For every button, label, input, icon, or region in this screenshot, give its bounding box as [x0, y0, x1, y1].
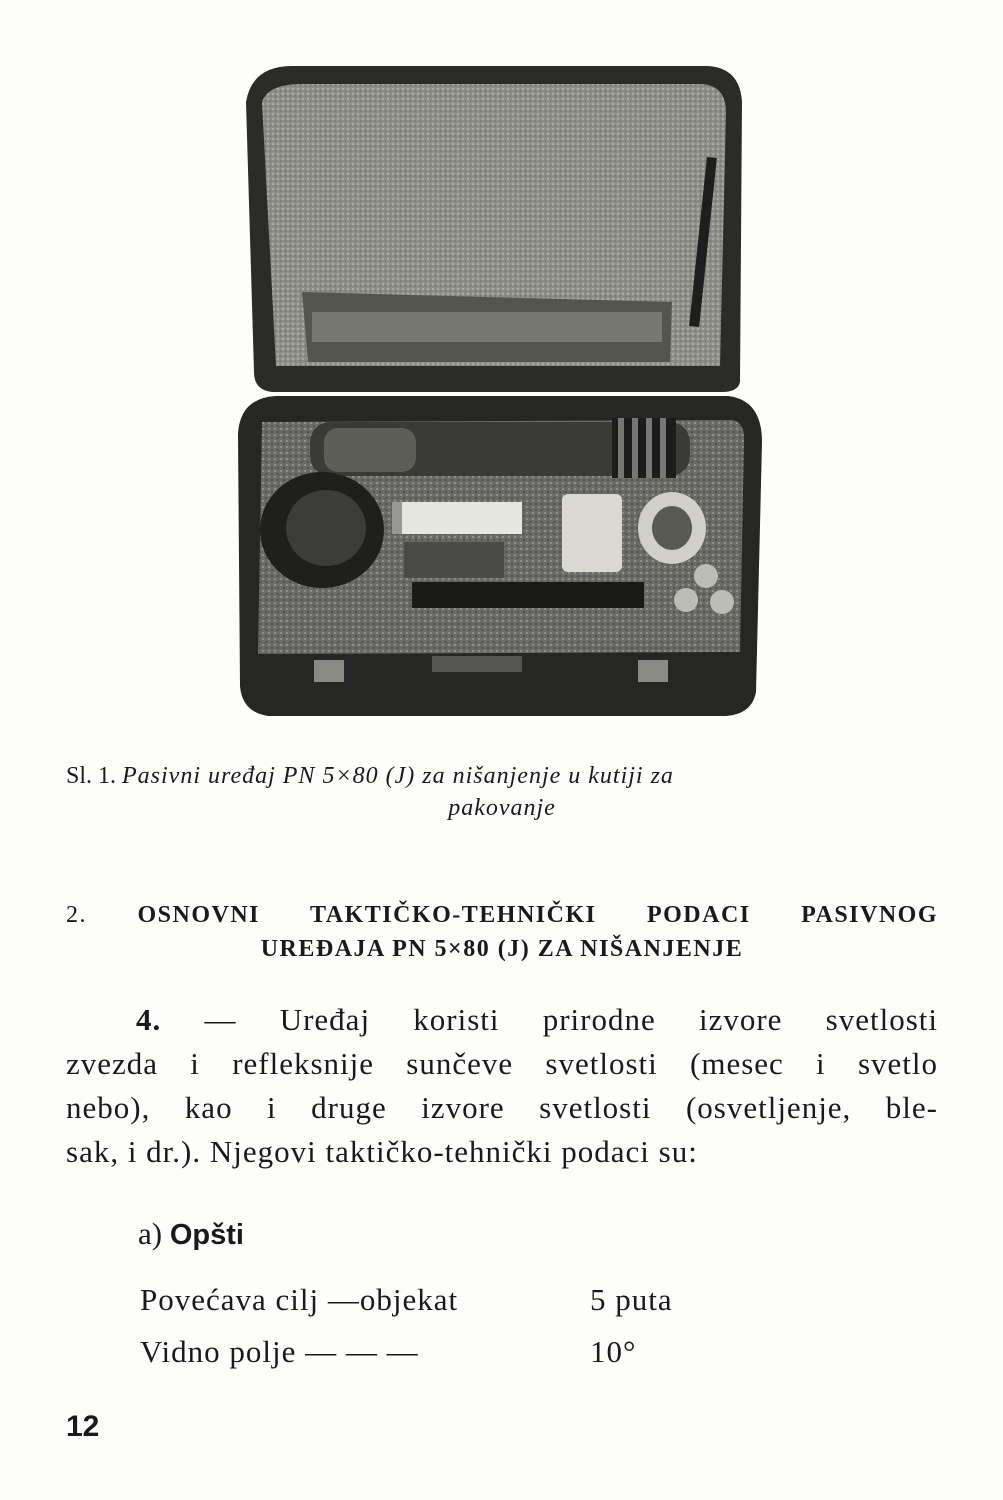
caption-line-2: pakovanje: [448, 795, 556, 821]
figure-photo-case: [232, 62, 768, 722]
paragraph-line-3: nebo), kao i druge izvore svetlosti (osvetljenje, ble-: [66, 1090, 938, 1125]
figure-caption: [66, 760, 938, 824]
section-heading: [66, 898, 938, 966]
subsection-heading: [138, 1216, 244, 1252]
spec-value: 10°: [590, 1334, 637, 1369]
section-title-line-1: OSNOVNI TAKTIČKO-TEHNIČKI PODACI PASIVNOG: [137, 902, 939, 928]
paragraph-4: [66, 998, 938, 1174]
spec-row: [140, 1334, 637, 1370]
spec-row: [140, 1282, 673, 1318]
spec-value: 5 puta: [590, 1282, 673, 1317]
section-number: 2.: [66, 902, 87, 928]
page-number: 12: [66, 1410, 100, 1443]
case-illustration: [232, 62, 768, 722]
figure-label: Sl. 1.: [66, 763, 117, 789]
caption-line-1: Pasivni uređaj PN 5×80 (J) za nišanjenje u kutiji za: [122, 763, 674, 789]
section-title-line-2: UREĐAJA PN 5×80 (J) ZA NIŠANJENJE: [260, 936, 744, 962]
spec-label: Vidno polje — — —: [140, 1334, 419, 1369]
paragraph-line-4: sak, i dr.). Njegovi taktičko-tehnički podaci su:: [66, 1134, 698, 1169]
subsection-marker: a): [138, 1216, 163, 1251]
subsection-title: Opšti: [169, 1219, 244, 1251]
spec-label: Povećava cilj —objekat: [140, 1282, 459, 1317]
paragraph-line-1: — Uređaj koristi prirodne izvore svetlosti: [204, 1002, 938, 1037]
paragraph-number: 4.: [136, 1002, 162, 1037]
paragraph-line-2: zvezda i refleksnije sunčeve svetlosti (mesec i svetlo: [66, 1046, 938, 1081]
